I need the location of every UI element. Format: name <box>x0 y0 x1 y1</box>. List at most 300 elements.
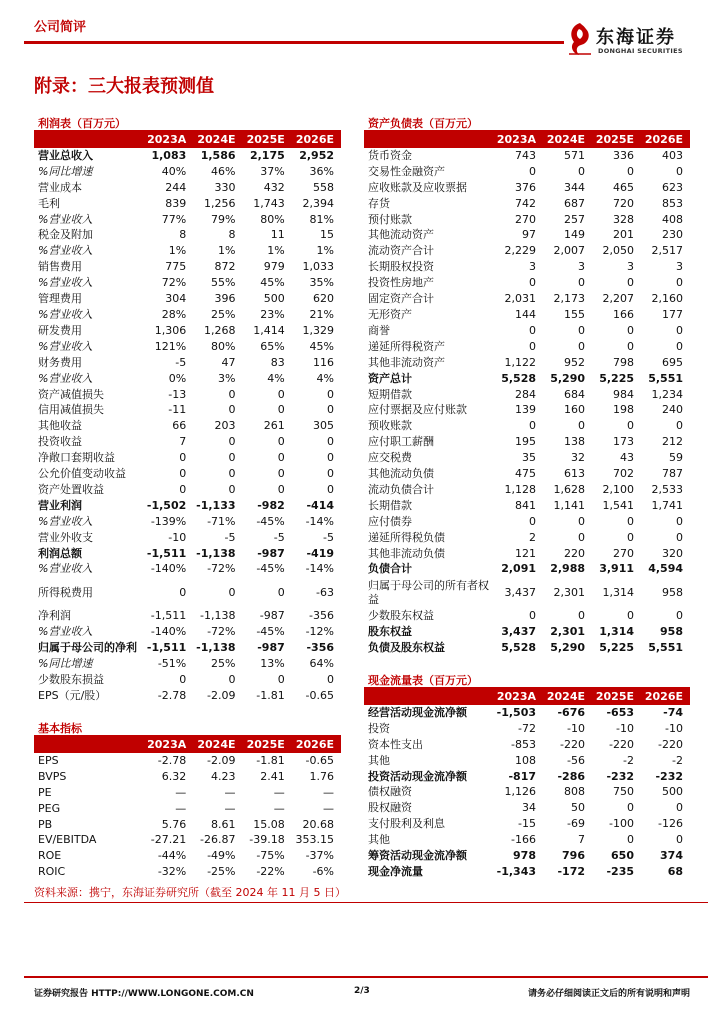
value-cell: -100 <box>609 817 634 831</box>
value-cell: -140% <box>150 625 187 639</box>
value-cell: 0 <box>327 387 334 401</box>
value-cell: 684 <box>564 387 585 401</box>
value-cell: 8 <box>179 228 187 242</box>
value-cell: 305 <box>313 419 334 433</box>
row-label: %营业收入 <box>38 562 93 576</box>
table-row <box>34 672 341 688</box>
value-cell: -0.65 <box>305 688 334 702</box>
value-cell: 0 <box>627 419 634 433</box>
value-cell: 270 <box>515 212 536 226</box>
value-cell: 0% <box>168 371 187 385</box>
value-cell: 201 <box>613 228 634 242</box>
table-row <box>364 864 690 880</box>
value-cell: 0 <box>676 323 683 337</box>
value-cell: -139% <box>150 514 187 528</box>
value-cell: — <box>175 801 187 815</box>
table-row <box>364 196 690 212</box>
value-cell: -39.18 <box>249 833 285 847</box>
value-cell: 432 <box>263 180 285 194</box>
value-cell: 77% <box>161 212 187 226</box>
table-row <box>34 164 341 180</box>
table-row <box>34 817 341 833</box>
value-cell: -15 <box>518 817 536 831</box>
value-cell: -12% <box>305 625 334 639</box>
row-label: 净敞口套期收益 <box>38 451 115 465</box>
value-cell: 59 <box>669 451 683 465</box>
value-cell: -71% <box>207 514 236 528</box>
column-header-blank <box>34 132 144 148</box>
column-header-year: 2024E <box>543 132 592 148</box>
table-row <box>364 753 690 769</box>
value-cell: 1% <box>267 244 285 258</box>
value-cell: 64% <box>309 657 334 671</box>
value-cell: -232 <box>655 769 683 783</box>
value-cell: 0 <box>676 419 683 433</box>
value-cell: 79% <box>211 212 236 226</box>
row-label: %营业收入 <box>38 244 93 258</box>
value-cell: -75% <box>256 849 285 863</box>
value-cell: 1% <box>218 244 236 258</box>
row-label: %营业收入 <box>38 339 93 353</box>
value-cell: -74 <box>663 705 683 719</box>
value-cell: 0 <box>277 451 285 465</box>
column-header-year: 2026E <box>641 132 690 148</box>
value-cell: 2,952 <box>299 148 334 162</box>
value-cell: 2,100 <box>602 482 634 496</box>
page-title: 附录：三大报表预测值 <box>34 76 214 97</box>
table-row <box>364 640 690 656</box>
value-cell: 4% <box>267 371 285 385</box>
value-cell: 0 <box>627 339 634 353</box>
value-cell: — <box>175 785 187 799</box>
value-cell: -63 <box>316 586 334 600</box>
row-label: 所得税费用 <box>38 585 93 599</box>
value-cell: 330 <box>214 180 236 194</box>
header-divider <box>24 41 564 44</box>
value-cell: 5,225 <box>599 641 634 655</box>
value-cell: 244 <box>165 180 187 194</box>
value-cell: -653 <box>606 705 634 719</box>
balance-grid <box>364 132 690 656</box>
table-row <box>364 450 690 466</box>
value-cell: 853 <box>662 196 683 210</box>
value-cell: -10 <box>168 530 187 544</box>
row-label: 债权融资 <box>368 785 412 799</box>
row-label: 少数股东权益 <box>368 609 434 623</box>
row-label: %营业收入 <box>38 212 93 226</box>
value-cell: 160 <box>564 403 585 417</box>
column-header-row <box>34 132 341 148</box>
column-header-year: 2026E <box>641 689 690 705</box>
table-row <box>34 608 341 624</box>
value-cell: 0 <box>228 586 236 600</box>
row-label: 应付债券 <box>368 514 412 528</box>
income-statement-table <box>34 116 341 704</box>
row-label: 预收账款 <box>368 419 412 433</box>
value-cell: -356 <box>309 609 334 623</box>
value-cell: 2,988 <box>550 562 585 576</box>
value-cell: 465 <box>613 180 634 194</box>
row-label: %同比增速 <box>38 164 93 178</box>
table-row <box>34 656 341 672</box>
value-cell: 0 <box>327 482 334 496</box>
balance-section-title: 资产负债表（百万元） <box>364 116 690 132</box>
value-cell: -1,503 <box>496 705 536 719</box>
value-cell: 34 <box>522 801 536 815</box>
column-header-year: 2025E <box>243 737 292 753</box>
row-label: %营业收入 <box>38 514 93 528</box>
column-header-year: 2025E <box>243 132 292 148</box>
value-cell: 284 <box>515 387 536 401</box>
table-row <box>34 259 341 275</box>
value-cell: 0 <box>578 323 585 337</box>
value-cell: 5,290 <box>550 641 585 655</box>
row-label: 其他非流动负债 <box>368 546 445 560</box>
value-cell: 0 <box>179 482 187 496</box>
row-label: 营业总收入 <box>38 148 93 162</box>
row-label: PE <box>38 785 52 799</box>
value-cell: -26.87 <box>200 833 236 847</box>
table-row <box>364 530 690 546</box>
value-cell: 0 <box>676 833 683 847</box>
column-header-row <box>364 132 690 148</box>
table-row <box>34 275 341 291</box>
source-divider <box>24 902 708 903</box>
value-cell: -1,138 <box>196 641 236 655</box>
value-cell: 0 <box>529 419 536 433</box>
value-cell: 66 <box>172 419 187 433</box>
value-cell: 80% <box>211 339 236 353</box>
value-cell: 0 <box>228 403 236 417</box>
value-cell: 5,551 <box>648 371 683 385</box>
row-label: 利润总额 <box>38 546 82 560</box>
value-cell: 958 <box>662 586 683 600</box>
value-cell: 374 <box>660 849 683 863</box>
row-label: 资产处置收益 <box>38 482 104 496</box>
row-label: 税金及附加 <box>38 228 93 242</box>
table-row <box>34 864 341 880</box>
value-cell: 958 <box>660 625 683 639</box>
value-cell: -356 <box>306 641 334 655</box>
value-cell: 1,083 <box>151 148 187 162</box>
table-row <box>34 387 341 403</box>
table-row <box>364 387 690 403</box>
row-label: 长期股权投资 <box>368 260 434 274</box>
row-label: 研发费用 <box>38 323 82 337</box>
table-row <box>34 785 341 801</box>
value-cell: 72% <box>161 276 187 290</box>
value-cell: 798 <box>613 355 634 369</box>
table-row <box>34 418 341 434</box>
value-cell: -5 <box>224 530 236 544</box>
value-cell: 47 <box>221 355 236 369</box>
row-label: 递延所得税资产 <box>368 339 445 353</box>
row-label: 其他非流动资产 <box>368 355 445 369</box>
table-row <box>364 291 690 307</box>
value-cell: 403 <box>662 148 683 162</box>
row-label: 负债合计 <box>368 562 412 576</box>
value-cell: 2,160 <box>651 292 683 306</box>
value-cell: -982 <box>257 498 285 512</box>
column-header-year: 2026E <box>292 132 341 148</box>
table-row <box>34 753 341 769</box>
value-cell: 3 <box>529 260 536 274</box>
value-cell: 80% <box>260 212 285 226</box>
value-cell: -5 <box>273 530 285 544</box>
table-row <box>34 624 341 640</box>
value-cell: — <box>273 801 285 815</box>
row-label: 交易性金融资产 <box>368 164 445 178</box>
value-cell: 20.68 <box>302 817 334 831</box>
row-label: %营业收入 <box>38 625 93 639</box>
table-row <box>364 434 690 450</box>
value-cell: 808 <box>564 785 585 799</box>
income-section-title: 利润表（百万元） <box>34 116 341 132</box>
value-cell: 2,007 <box>553 244 585 258</box>
value-cell: 11 <box>270 228 285 242</box>
row-label: 应付票据及应付账款 <box>368 403 467 417</box>
value-cell: 475 <box>515 467 536 481</box>
table-row <box>34 339 341 355</box>
value-cell: 144 <box>515 307 536 321</box>
logo-chinese-name: 东海证券 <box>596 27 676 48</box>
value-cell: 0 <box>179 467 187 481</box>
value-cell: 0 <box>228 673 236 686</box>
row-label: 营业外收支 <box>38 530 93 544</box>
value-cell: 839 <box>165 196 187 210</box>
value-cell: 0 <box>277 586 285 600</box>
value-cell: 3 <box>627 260 634 274</box>
value-cell: 796 <box>562 849 585 863</box>
row-label: 销售费用 <box>38 260 82 274</box>
column-header-row <box>364 689 690 705</box>
value-cell: 0 <box>627 164 634 178</box>
value-cell: 0 <box>627 514 634 528</box>
table-row <box>364 832 690 848</box>
table-row <box>364 164 690 180</box>
table-row <box>34 291 341 307</box>
row-label: 股东权益 <box>368 625 412 639</box>
row-label: 支付股利及利息 <box>368 817 445 831</box>
column-header-year: 2024E <box>193 132 242 148</box>
value-cell: 0 <box>529 276 536 290</box>
table-row <box>34 227 341 243</box>
value-cell: 500 <box>263 292 285 306</box>
value-cell: 8 <box>228 228 236 242</box>
value-cell: 203 <box>214 419 236 433</box>
row-label: 其他收益 <box>38 419 82 433</box>
value-cell: -44% <box>157 849 187 863</box>
table-row <box>34 514 341 530</box>
balance-sheet-table <box>364 116 690 656</box>
table-row <box>364 561 690 577</box>
value-cell: 0 <box>327 467 334 481</box>
value-cell: 0 <box>179 586 187 600</box>
table-row <box>364 608 690 624</box>
value-cell: 787 <box>662 467 683 481</box>
value-cell: 613 <box>564 467 585 481</box>
value-cell: -1,511 <box>150 609 187 623</box>
table-row <box>364 577 690 608</box>
row-label: 营业成本 <box>38 180 82 194</box>
value-cell: 36% <box>309 164 334 178</box>
value-cell: 2,091 <box>501 562 536 576</box>
table-row <box>34 307 341 323</box>
value-cell: 1,234 <box>651 387 683 401</box>
value-cell: -14% <box>305 562 334 576</box>
value-cell: 984 <box>613 387 634 401</box>
value-cell: 0 <box>578 419 585 433</box>
value-cell: -45% <box>256 562 285 576</box>
column-header-year: 2025E <box>592 689 641 705</box>
table-row <box>34 196 341 212</box>
value-cell: — <box>273 785 285 799</box>
table-row <box>364 227 690 243</box>
value-cell: 775 <box>165 260 187 274</box>
row-label: PEG <box>38 801 61 815</box>
value-cell: 0 <box>578 276 585 290</box>
column-header-year: 2023A <box>494 132 543 148</box>
value-cell: -1.81 <box>256 753 285 767</box>
value-cell: 28% <box>161 307 187 321</box>
value-cell: 0 <box>676 339 683 353</box>
column-header-year: 2023A <box>144 132 193 148</box>
value-cell: 0 <box>676 801 683 815</box>
value-cell: 0 <box>578 530 585 544</box>
value-cell: -32% <box>157 865 187 879</box>
value-cell: 46% <box>211 164 236 178</box>
row-label: 少数股东损益 <box>38 673 104 686</box>
value-cell: 0 <box>578 609 585 623</box>
value-cell: 7 <box>578 833 585 847</box>
table-row <box>34 482 341 498</box>
value-cell: -22% <box>256 865 285 879</box>
table-row <box>364 371 690 387</box>
row-label: 其他流动资产 <box>368 228 434 242</box>
value-cell: 3 <box>578 260 585 274</box>
value-cell: — <box>323 801 334 815</box>
value-cell: -1,343 <box>496 864 536 878</box>
value-cell: 1.76 <box>309 769 334 783</box>
value-cell: 212 <box>662 435 683 449</box>
value-cell: 7 <box>179 435 187 449</box>
table-row <box>364 243 690 259</box>
value-cell: 353.15 <box>295 833 334 847</box>
table-row <box>34 801 341 817</box>
value-cell: 841 <box>515 498 536 512</box>
value-cell: 2,533 <box>651 482 683 496</box>
value-cell: 952 <box>564 355 585 369</box>
value-cell: -11 <box>168 403 187 417</box>
value-cell: 55% <box>211 276 236 290</box>
value-cell: 5.76 <box>161 817 187 831</box>
value-cell: 37% <box>260 164 285 178</box>
value-cell: 0 <box>578 164 585 178</box>
value-cell: -5 <box>323 530 334 544</box>
value-cell: 620 <box>313 292 334 306</box>
value-cell: 320 <box>662 546 683 560</box>
value-cell: 0 <box>277 673 285 686</box>
value-cell: 4.23 <box>211 769 236 783</box>
value-cell: -220 <box>658 737 683 751</box>
value-cell: -1,138 <box>200 609 236 623</box>
value-cell: 2,301 <box>550 625 585 639</box>
table-row <box>364 402 690 418</box>
table-row <box>364 769 690 785</box>
value-cell: -6% <box>312 865 334 879</box>
value-cell: -987 <box>259 609 285 623</box>
value-cell: -37% <box>305 849 334 863</box>
value-cell: — <box>323 785 334 799</box>
value-cell: 3% <box>218 371 236 385</box>
value-cell: -25% <box>207 865 236 879</box>
value-cell: 6.32 <box>161 769 187 783</box>
table-row <box>364 323 690 339</box>
value-cell: -414 <box>306 498 334 512</box>
table-row <box>34 434 341 450</box>
source-note: 资料来源：携宁，东海证券研究所（截至 2024 年 11 月 5 日） <box>34 886 346 899</box>
value-cell: 1,141 <box>553 498 585 512</box>
table-row <box>364 466 690 482</box>
row-label: 信用减值损失 <box>38 403 104 417</box>
row-label: 归属于母公司的所有者权益 <box>368 578 489 606</box>
value-cell: 177 <box>662 307 683 321</box>
value-cell: 68 <box>667 864 683 878</box>
table-row <box>364 784 690 800</box>
row-label: 资产总计 <box>368 371 412 385</box>
value-cell: 25% <box>211 657 236 671</box>
table-row <box>34 402 341 418</box>
value-cell: 3,437 <box>504 586 536 600</box>
value-cell: -13 <box>168 387 187 401</box>
value-cell: 166 <box>613 307 634 321</box>
value-cell: 81% <box>309 212 334 226</box>
row-label: 筹资活动现金流净额 <box>368 849 467 863</box>
table-row <box>364 339 690 355</box>
value-cell: 1,306 <box>154 323 187 337</box>
table-row <box>364 355 690 371</box>
row-label: 资产减值损失 <box>38 387 104 401</box>
value-cell: 1% <box>316 244 334 258</box>
value-cell: 0 <box>627 530 634 544</box>
table-row <box>34 180 341 196</box>
row-label: 长期借款 <box>368 498 412 512</box>
value-cell: -140% <box>150 562 187 576</box>
value-cell: -2.09 <box>207 688 236 702</box>
row-label: ROE <box>38 849 62 863</box>
table-row <box>364 148 690 164</box>
value-cell: -172 <box>557 864 585 878</box>
table-row <box>34 640 341 656</box>
value-cell: 1,268 <box>204 323 236 337</box>
table-row <box>34 450 341 466</box>
value-cell: 702 <box>613 467 634 481</box>
value-cell: -676 <box>557 705 585 719</box>
value-cell: 173 <box>613 435 634 449</box>
basic-grid <box>34 737 341 880</box>
value-cell: 979 <box>263 260 285 274</box>
value-cell: 155 <box>564 307 585 321</box>
value-cell: 121 <box>515 546 536 560</box>
value-cell: 0 <box>327 403 334 417</box>
row-label: EV/EBITDA <box>38 833 97 847</box>
row-label: BVPS <box>38 769 67 783</box>
table-row <box>34 148 341 164</box>
value-cell: 2,517 <box>651 244 683 258</box>
value-cell: 0 <box>228 451 236 465</box>
value-cell: -1,133 <box>196 498 236 512</box>
value-cell: 742 <box>515 196 536 210</box>
